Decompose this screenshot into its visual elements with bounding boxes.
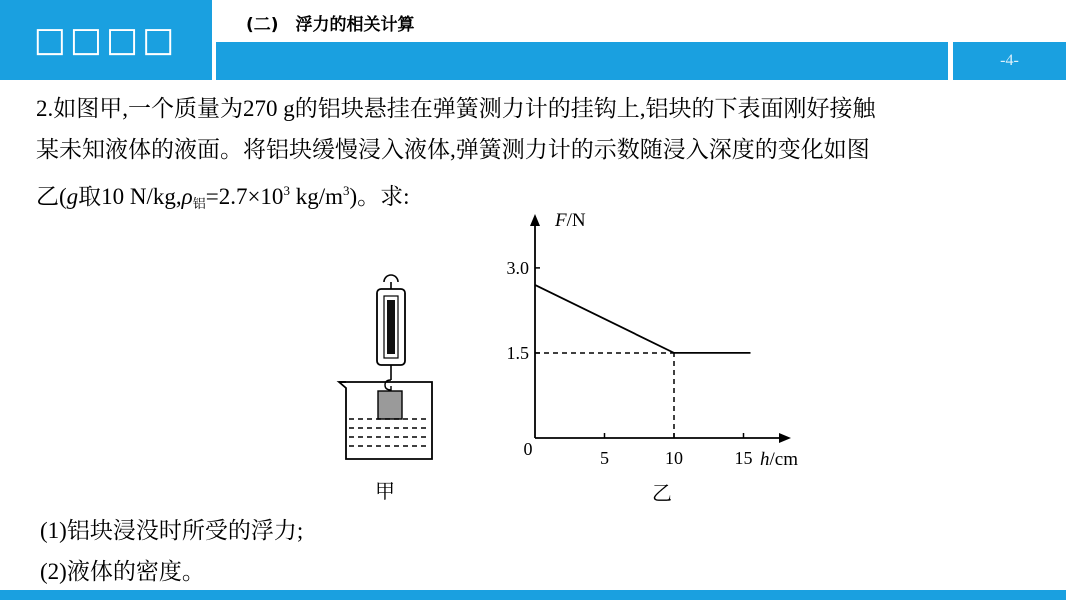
x-tick-label: 5 [600,448,609,468]
spring-scale-diagram [339,275,432,503]
force-depth-chart [507,210,799,505]
x-axis-label [760,449,798,470]
figure-yi-caption: 乙 [652,483,672,505]
section-tag-text: □□□□ [33,20,179,60]
aluminum-block [378,391,402,419]
y-axis-label [554,210,586,231]
x-axis-label-symbol: h [760,449,770,470]
problem-line-2: 某未知液体的液面。将铝块缓慢浸入液体,弹簧测力计的示数随浸入深度的变化如图 [36,137,870,162]
x-tick-label: 10 [665,448,683,468]
x-axis-label-unit: /cm [769,449,798,470]
line3-part-a: 乙( [36,184,67,209]
exponent-1: 3 [283,183,290,198]
y-axis-label-symbol: F [555,210,567,231]
bottom-bar [0,590,1066,600]
exponent-2: 3 [342,183,350,198]
scale-top-ring [384,275,398,282]
question-1: (1)铝块浸没时所受的浮力; [40,518,304,543]
liquid-lines [349,419,430,446]
y-tick-label: 1.5 [506,342,529,363]
section-title: (二) 浮力的相关计算 [246,15,415,35]
question-2: (2)液体的密度。 [40,559,205,584]
problem-line-1: 2.如图甲,一个质量为270 g的铝块悬挂在弹簧测力计的挂钩上,铝块的下表面刚好接触 [36,96,876,121]
symbol-rho: ρ [181,184,193,209]
scale-spring [387,300,395,354]
line3-part-d: kg/m [289,184,343,209]
line3-part-c: =2.7×10 [205,184,284,209]
symbol-g: g [66,184,79,209]
line3-part-b: 取10 N/kg, [78,184,182,209]
rho-subscript: 铝 [192,196,206,211]
origin-label: 0 [523,439,533,459]
line3-part-e: )。求: [349,184,410,209]
series-line [535,285,751,353]
page-number: -4- [1000,52,1019,69]
y-axis-arrow [530,214,540,226]
x-axis-arrow [779,433,791,443]
y-axis-label-unit: /N [566,210,586,231]
dashed-guides [535,353,674,438]
x-tick-label: 15 [734,448,753,468]
y-tick-label: 3.0 [506,257,529,278]
figure-jia-caption: 甲 [375,481,395,503]
